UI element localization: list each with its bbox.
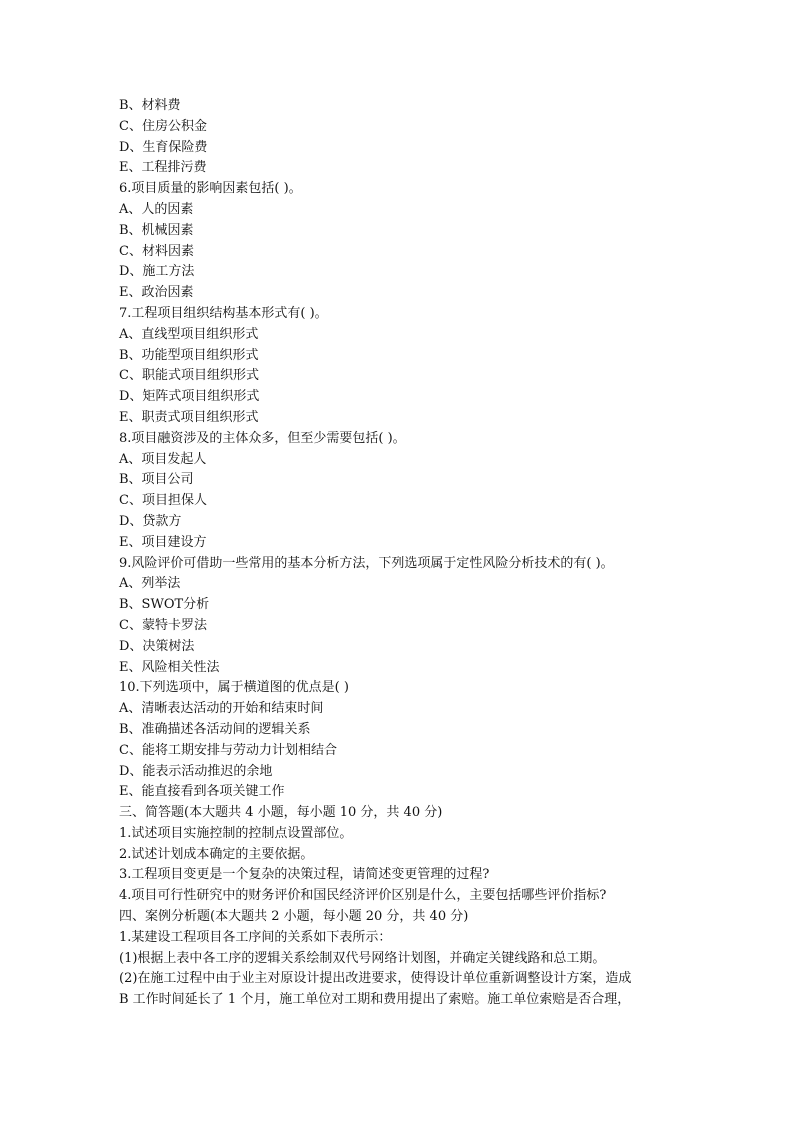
text-line: D、决策树法 bbox=[119, 638, 195, 654]
text-line: 10.下列选项中，属于横道图的优点是( ) bbox=[119, 680, 349, 696]
text-line: B、SWOT分析 bbox=[119, 597, 210, 613]
text-line: C、住房公积金 bbox=[119, 118, 207, 134]
text-line: B、项目公司 bbox=[119, 472, 194, 488]
text-line: 三、简答题(本大题共 4 小题，每小题 10 分，共 40 分) bbox=[119, 805, 443, 821]
text-line: 7.工程项目组织结构基本形式有( )。 bbox=[119, 305, 328, 321]
text-line: E、职责式项目组织形式 bbox=[119, 409, 259, 425]
text-line: E、项目建设方 bbox=[119, 534, 207, 550]
text-line: E、风险相关性法 bbox=[119, 659, 220, 675]
text-line: B、功能型项目组织形式 bbox=[119, 347, 259, 363]
text-line: E、政治因素 bbox=[119, 285, 194, 301]
text-line: A、直线型项目组织形式 bbox=[119, 326, 259, 342]
text-line: A、人的因素 bbox=[119, 201, 194, 217]
text-line: C、材料因素 bbox=[119, 243, 194, 259]
text-line: 8.项目融资涉及的主体众多，但至少需要包括( )。 bbox=[119, 430, 406, 446]
text-line: C、能将工期安排与劳动力计划相结合 bbox=[119, 742, 337, 758]
text-line: A、项目发起人 bbox=[119, 451, 207, 467]
text-line: D、生育保险费 bbox=[119, 139, 208, 155]
text-line: A、列举法 bbox=[119, 576, 181, 592]
text-line: 四、案例分析题(本大题共 2 小题，每小题 20 分，共 40 分) bbox=[119, 909, 469, 925]
text-line: C、职能式项目组织形式 bbox=[119, 368, 259, 384]
text-line: C、蒙特卡罗法 bbox=[119, 617, 207, 633]
text-line: 3.工程项目变更是一个复杂的决策过程，请简述变更管理的过程? bbox=[119, 867, 490, 883]
text-line: B 工作时间延长了 1 个月，施工单位对工期和费用提出了索赔。施工单位索赔是否合理， bbox=[119, 992, 631, 1008]
text-line: D、施工方法 bbox=[119, 264, 195, 280]
text-line: 2.试述计划成本确定的主要依据。 bbox=[119, 846, 314, 862]
text-line: D、能表示活动推迟的余地 bbox=[119, 763, 273, 779]
text-line: (2)在施工过程中由于业主对原设计提出改进要求，使得设计单位重新调整设计方案，造成 bbox=[119, 971, 632, 987]
text-line: E、能直接看到各项关键工作 bbox=[119, 784, 285, 800]
text-line: B、材料费 bbox=[119, 98, 181, 113]
text-line: 9.风险评价可借助一些常用的基本分析方法，下列选项属于定性风险分析技术的有( )。 bbox=[119, 555, 614, 571]
text-line: 1.试述项目实施控制的控制点设置部位。 bbox=[119, 825, 353, 841]
text-line: B、准确描述各活动间的逻辑关系 bbox=[119, 721, 311, 737]
text-line: C、项目担保人 bbox=[119, 493, 207, 509]
text-line: E、工程排污费 bbox=[119, 160, 207, 176]
text-line: 1.某建设工程项目各工序间的关系如下表所示： bbox=[119, 929, 392, 945]
text-line: (1)根据上表中各工序的逻辑关系绘制双代号网络计划图，并确定关键线路和总工期。 bbox=[119, 950, 606, 966]
text-line: B、机械因素 bbox=[119, 222, 194, 238]
document-page bbox=[119, 96, 679, 1011]
text-line: D、贷款方 bbox=[119, 513, 182, 529]
text-line: D、矩阵式项目组织形式 bbox=[119, 389, 260, 405]
text-line: A、清晰表达活动的开始和结束时间 bbox=[119, 701, 324, 717]
text-line: 4.项目可行性研究中的财务评价和国民经济评价区别是什么，主要包括哪些评价指标? bbox=[119, 888, 607, 904]
text-line: 6.项目质量的影响因素包括( )。 bbox=[119, 181, 302, 197]
